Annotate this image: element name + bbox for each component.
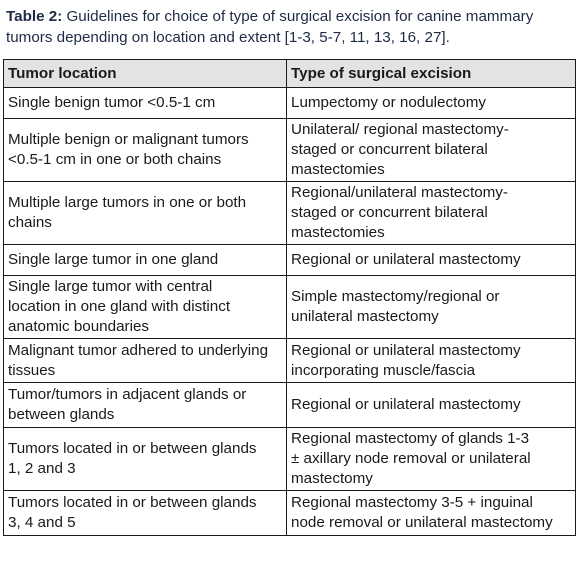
excision-type-cell: Regional or unilateral mastectomy xyxy=(287,245,576,276)
excision-type-cell: Regional or unilateral mastectomy incorporating muscle/fascia xyxy=(287,339,576,383)
table-row xyxy=(4,339,576,383)
table-row xyxy=(4,276,576,339)
table-row xyxy=(4,245,576,276)
table-row xyxy=(4,383,576,428)
tumor-location-cell: Single large tumor with central location in one gland with distinct anatomic boundaries xyxy=(4,276,287,339)
tumor-location-cell: Malignant tumor adhered to underlying tissues xyxy=(4,339,287,383)
excision-type-cell: Regional/unilateral mastectomy- staged or concurrent bilateral mastectomies xyxy=(287,182,576,245)
tumor-location-cell: Tumors located in or between glands 3, 4 and 5 xyxy=(4,491,287,536)
tumor-location-cell: Multiple large tumors in one or both chains xyxy=(4,182,287,245)
tumor-location-cell: Single large tumor in one gland xyxy=(4,245,287,276)
excision-type-cell: Simple mastectomy/regional or unilateral mastectomy xyxy=(287,276,576,339)
table-header-row xyxy=(4,60,576,88)
table-row xyxy=(4,491,576,536)
table-row xyxy=(4,182,576,245)
table-body xyxy=(4,88,576,536)
tumor-location-cell: Tumor/tumors in adjacent glands or between glands xyxy=(4,383,287,428)
table-row xyxy=(4,88,576,119)
table-row xyxy=(4,119,576,182)
table-caption xyxy=(6,6,576,48)
table-row xyxy=(4,428,576,491)
excision-type-cell: Unilateral/ regional mastectomy- staged or concurrent bilateral mastectomies xyxy=(287,119,576,182)
excision-type-cell: Regional mastectomy 3-5 + inguinal node removal or unilateral mastectomy xyxy=(287,491,576,536)
surgical-excision-table xyxy=(3,59,576,536)
tumor-location-cell: Single benign tumor <0.5-1 cm xyxy=(4,88,287,119)
tumor-location-cell: Multiple benign or malignant tumors <0.5-1 cm in one or both chains xyxy=(4,119,287,182)
excision-type-cell: Lumpectomy or nodulectomy xyxy=(287,88,576,119)
caption-text: Guidelines for choice of type of surgical excision for canine mammary tumors depending on location and extent [1-3, 5-7, 11, 13, 16, 27]. xyxy=(6,8,534,46)
caption-label: Table 2: xyxy=(6,8,63,25)
tumor-location-cell: Tumors located in or between glands 1, 2 and 3 xyxy=(4,428,287,491)
excision-type-cell: Regional or unilateral mastectomy xyxy=(287,383,576,428)
excision-type-cell: Regional mastectomy of glands 1-3 ± axillary node removal or unilateral mastectomy xyxy=(287,428,576,491)
header-excision-type: Type of surgical excision xyxy=(287,60,576,88)
header-tumor-location: Tumor location xyxy=(4,60,287,88)
